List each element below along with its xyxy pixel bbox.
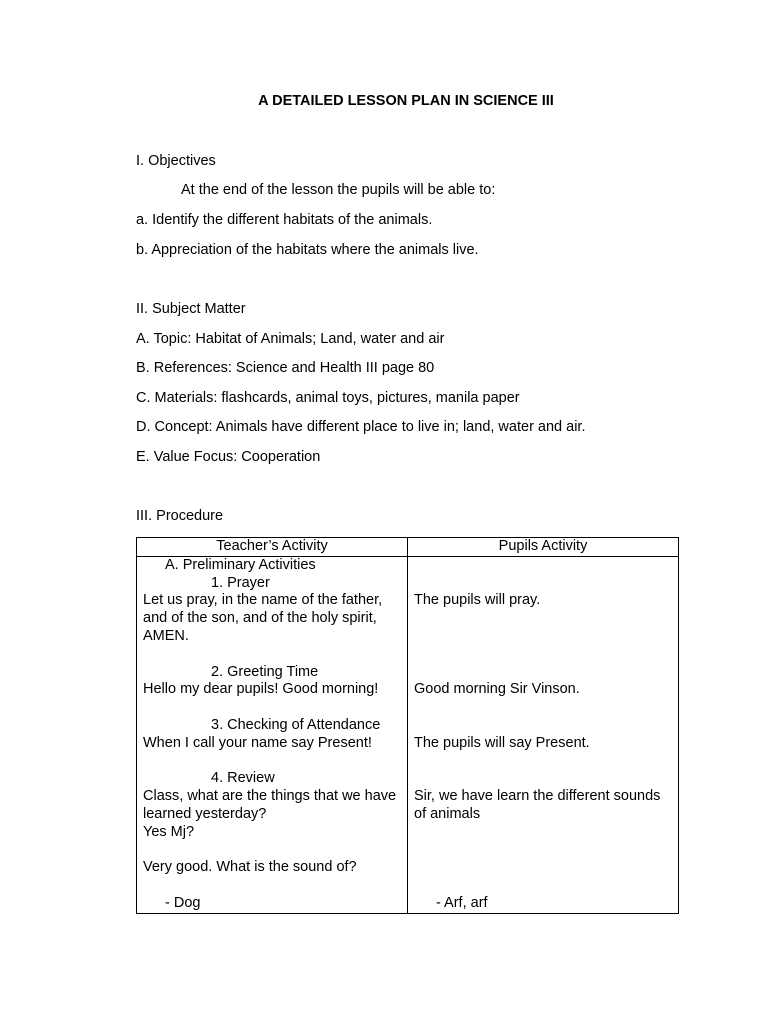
prayer-teacher-text: Let us pray, in the name of the father, and of the son, and of the holy spirit, AMEN. bbox=[143, 592, 383, 644]
review-pupils-text: Sir, we have learn the different sounds of animals bbox=[414, 788, 661, 822]
dog-teacher-item: - Dog bbox=[165, 894, 201, 911]
subject-matter-heading: II. Subject Matter bbox=[136, 301, 246, 317]
objective-item-b: b. Appreciation of the habitats where the animals live. bbox=[136, 242, 479, 258]
document-title: A DETAILED LESSON PLAN IN SCIENCE III bbox=[258, 93, 554, 109]
attendance-pupils-text: The pupils will say Present. bbox=[414, 734, 590, 751]
attendance-heading: 3. Checking of Attendance bbox=[211, 716, 381, 733]
teacher-activity-cell bbox=[137, 556, 408, 913]
review-heading: 4. Review bbox=[211, 770, 275, 787]
prayer-heading: 1. Prayer bbox=[211, 574, 270, 591]
attendance-teacher-text: When I call your name say Present! bbox=[143, 734, 372, 751]
dog-pupils-item: - Arf, arf bbox=[436, 894, 488, 911]
preliminary-activities-heading: A. Preliminary Activities bbox=[165, 556, 316, 573]
procedure-table-header bbox=[137, 538, 679, 557]
greeting-heading: 2. Greeting Time bbox=[211, 663, 319, 680]
col-pupils-activity: Pupils Activity bbox=[408, 538, 679, 557]
subject-concept: D. Concept: Animals have different place to live in; land, water and air. bbox=[136, 419, 586, 435]
procedure-heading: III. Procedure bbox=[136, 508, 224, 524]
review-teacher-followup: Very good. What is the sound of? bbox=[143, 859, 357, 876]
col-teacher-activity: Teacher’s Activity bbox=[137, 538, 408, 557]
prayer-pupils-text: The pupils will pray. bbox=[414, 592, 541, 609]
greeting-pupils-text: Good morning Sir Vinson. bbox=[414, 681, 580, 698]
review-teacher-question: Class, what are the things that we have learned yesterday? bbox=[143, 788, 397, 822]
table-row bbox=[137, 556, 679, 913]
procedure-table bbox=[136, 537, 679, 914]
pupils-activity-cell bbox=[408, 556, 679, 913]
subject-references: B. References: Science and Health III page 80 bbox=[136, 360, 435, 376]
subject-materials: C. Materials: flashcards, animal toys, pictures, manila paper bbox=[136, 390, 520, 406]
objectives-intro: At the end of the lesson the pupils will be able to: bbox=[181, 182, 496, 198]
greeting-teacher-text: Hello my dear pupils! Good morning! bbox=[143, 681, 379, 698]
objectives-heading: I. Objectives bbox=[136, 153, 216, 169]
subject-topic: A. Topic: Habitat of Animals; Land, water and air bbox=[136, 331, 445, 347]
objective-item-a: a. Identify the different habitats of the animals. bbox=[136, 212, 433, 228]
subject-value-focus: E. Value Focus: Cooperation bbox=[136, 449, 321, 465]
review-teacher-call: Yes Mj? bbox=[143, 823, 195, 840]
